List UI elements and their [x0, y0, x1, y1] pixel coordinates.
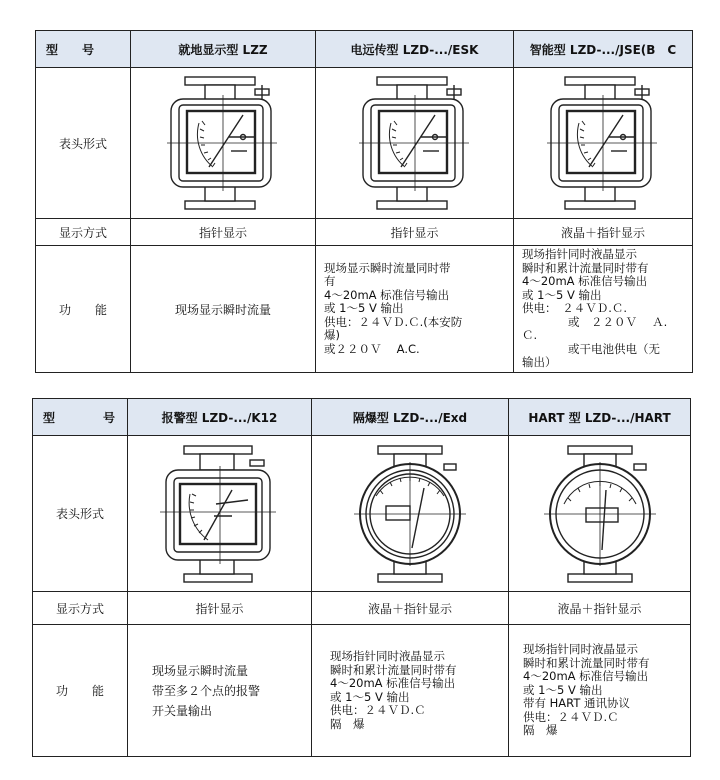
function-line: 4～20mA 标准信号输出	[523, 669, 649, 684]
table2-meter-col1	[128, 436, 312, 592]
table1-meter-label: 表头形式	[36, 68, 131, 219]
rect-meter-figure	[359, 75, 471, 211]
table1-header-col3: 智能型 LZD-.../JSE(B C	[514, 31, 693, 68]
table2-meter-label: 表头形式	[33, 436, 128, 592]
table1-header-row	[36, 31, 693, 68]
function-line: 现场指针同时液晶显示	[330, 649, 445, 663]
table1-display-col3: 液晶＋指针显示	[514, 219, 693, 246]
spec-table-1	[35, 30, 693, 373]
function-line: 瞬时和累计流量同时带有	[330, 662, 457, 677]
table1-function-col1: 现场显示瞬时流量	[131, 246, 316, 373]
function-line: Ｃ.	[522, 328, 538, 343]
table1-meter-row	[36, 68, 693, 219]
table1-header-label: 型 号	[36, 31, 131, 68]
table1-display-label: 显示方式	[36, 219, 131, 246]
table2-header-col3: HART 型 LZD-.../HART	[509, 399, 691, 436]
function-line: 4～20mA 标准信号输出	[324, 287, 450, 302]
table2-function-col2	[312, 625, 509, 757]
function-line: 爆)	[324, 328, 340, 343]
function-line: 4～20mA 标准信号输出	[522, 274, 648, 289]
function-line: 带至多２个点的报警	[152, 683, 261, 698]
table1-display-col1: 指针显示	[131, 219, 316, 246]
table1-header-col1: 就地显示型 LZZ	[131, 31, 316, 68]
function-line: 或 1～5 V 输出	[330, 689, 410, 704]
function-line: 有	[324, 274, 336, 289]
table2-header-col1: 报警型 LZD-.../K12	[128, 399, 312, 436]
function-line: 4～20mA 标准信号输出	[330, 676, 456, 690]
table1-meter-col3	[514, 68, 693, 219]
function-line: 开关量输出	[152, 703, 213, 718]
function-line: 瞬时和累计流量同时带有	[523, 655, 650, 670]
table2-meter-col3	[509, 436, 691, 592]
table2-display-label: 显示方式	[33, 592, 128, 625]
table2-display-col1: 指针显示	[128, 592, 312, 625]
function-line: 或２２０Ｖ A.C.	[324, 341, 420, 356]
table1-function-col3	[514, 246, 693, 373]
function-line: 输出）	[522, 355, 557, 370]
table2-header-row	[33, 399, 691, 436]
function-lines	[324, 262, 509, 357]
table1-display-row	[36, 219, 693, 246]
function-line: 现场显示瞬时流量	[152, 663, 249, 678]
function-line: 或干电池供电（无	[522, 341, 660, 356]
function-line: 供电： ２４ＶＤ.Ｃ.	[522, 301, 628, 316]
table2-meter-col2	[312, 436, 509, 592]
table1-display-col2: 指针显示	[316, 219, 514, 246]
table2-header-label: 型 号	[33, 399, 128, 436]
function-lines	[330, 650, 504, 731]
table1-function-row	[36, 246, 693, 373]
function-line: 现场指针同时液晶显示	[522, 247, 637, 262]
round-exd-meter-figure	[350, 444, 470, 584]
function-line: 现场指针同时液晶显示	[523, 642, 638, 657]
table2-display-col2: 液晶＋指针显示	[312, 592, 509, 625]
rect-meter-figure	[547, 75, 659, 211]
function-line: 供电：２４ＶＤ.Ｃ.(本安防	[324, 314, 463, 329]
function-lines	[522, 248, 688, 370]
table2-function-col1	[128, 625, 312, 757]
table2-meter-row	[33, 436, 691, 592]
function-line: 现场显示瞬时流量同时带	[324, 260, 451, 275]
rect-alarm-meter-figure	[160, 444, 280, 584]
table2-function-row	[33, 625, 691, 757]
function-line: 带有 HART 通讯协议	[523, 696, 631, 711]
function-line: 或 1～5 V 输出	[324, 301, 404, 316]
rect-meter-figure	[167, 75, 279, 211]
table2-function-col3	[509, 625, 691, 757]
spec-table-2	[32, 398, 691, 757]
function-line: 或 1～5 V 输出	[522, 287, 602, 302]
table1-meter-col2	[316, 68, 514, 219]
function-line: 或 ２２０Ｖ Ａ.	[522, 314, 668, 329]
function-line: 瞬时和累计流量同时带有	[522, 260, 649, 275]
function-line: 隔 爆	[330, 716, 365, 731]
table2-display-row	[33, 592, 691, 625]
table1-header-col2: 电远传型 LZD-.../ESK	[316, 31, 514, 68]
table2-function-label: 功 能	[33, 625, 128, 757]
function-line: 或 1～5 V 输出	[523, 682, 603, 697]
table2-header-col2: 隔爆型 LZD-.../Exd	[312, 399, 509, 436]
function-line: 供电：２４ＶＤ.Ｃ	[523, 709, 619, 724]
function-line: 供电：２４ＶＤ.Ｃ	[330, 703, 426, 717]
table2-display-col3: 液晶＋指针显示	[509, 592, 691, 625]
table1-function-label: 功 能	[36, 246, 131, 373]
function-lines	[523, 643, 686, 738]
function-line: 隔 爆	[523, 723, 558, 738]
table1-meter-col1	[131, 68, 316, 219]
round-hart-meter-figure	[540, 444, 660, 584]
table1-function-col2	[316, 246, 514, 373]
function-lines	[152, 661, 307, 721]
